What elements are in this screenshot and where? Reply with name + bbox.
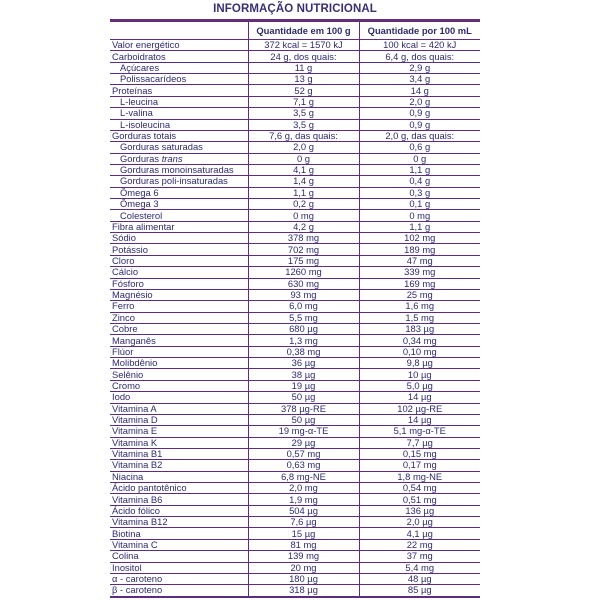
table-row	[110, 40, 480, 51]
value-per-100ml: 5,0 µg	[359, 380, 480, 391]
nutrient-name: Potássio	[110, 244, 248, 255]
value-per-100g: 6,8 mg-NE	[248, 471, 359, 482]
trans-emphasis: trans	[161, 153, 183, 164]
value-per-100g: 0,2 g	[248, 199, 359, 210]
value-per-100ml: 7,7 µg	[359, 437, 480, 448]
nutrient-name: Vitamina K	[110, 437, 248, 448]
nutrient-name: Fibra alimentar	[110, 221, 248, 232]
value-per-100g: 50 µg	[248, 392, 359, 403]
value-per-100ml: 0,17 mg	[359, 460, 480, 471]
nutrient-name: Cloro	[110, 255, 248, 266]
table-row	[110, 539, 480, 550]
table-row	[110, 369, 480, 380]
value-per-100g: 2,0 mg	[248, 483, 359, 494]
value-per-100g: 7,6 µg	[248, 517, 359, 528]
nutrient-name: Cobre	[110, 323, 248, 334]
table-row	[110, 278, 480, 289]
value-per-100g: 372 kcal = 1570 kJ	[248, 40, 359, 51]
value-per-100ml: 0,6 g	[359, 142, 480, 153]
nutrient-name: Vitamina E	[110, 426, 248, 437]
value-per-100g: 38 µg	[248, 369, 359, 380]
table-row	[110, 483, 480, 494]
value-per-100g: 81 mg	[248, 539, 359, 550]
nutrient-name: Açúcares	[110, 62, 248, 73]
value-per-100g: 0,38 mg	[248, 346, 359, 357]
nutrient-name: Vitamina B12	[110, 517, 248, 528]
value-per-100g: 0,63 mg	[248, 460, 359, 471]
value-per-100ml: 10 µg	[359, 369, 480, 380]
value-per-100ml: 22 mg	[359, 539, 480, 550]
value-per-100ml: 9,8 µg	[359, 358, 480, 369]
table-row	[110, 335, 480, 346]
nutrient-name: Carboidratos	[110, 51, 248, 62]
nutrient-name: Gorduras trans	[110, 153, 248, 164]
value-per-100g: 504 µg	[248, 505, 359, 516]
value-per-100ml: 102 mg	[359, 233, 480, 244]
table-row	[110, 460, 480, 471]
table-row	[110, 96, 480, 107]
value-per-100ml: 0,1 g	[359, 199, 480, 210]
value-per-100ml: 4,1 µg	[359, 528, 480, 539]
nutrient-name: Iodo	[110, 392, 248, 403]
value-per-100ml: 2,9 g	[359, 62, 480, 73]
value-per-100g: 180 µg	[248, 573, 359, 584]
header-per-100g: Quantidade em 100 g	[248, 22, 359, 40]
table-row	[110, 414, 480, 425]
value-per-100ml: 0,4 g	[359, 176, 480, 187]
value-per-100ml: 2,0 µg	[359, 517, 480, 528]
nutrient-name: Ácido fólico	[110, 505, 248, 516]
value-per-100g: 1,9 mg	[248, 494, 359, 505]
nutrient-name: Biotina	[110, 528, 248, 539]
table-row	[110, 585, 480, 597]
value-per-100ml: 14 µg	[359, 414, 480, 425]
value-per-100ml: 5,1 mg-α-TE	[359, 426, 480, 437]
table-row	[110, 153, 480, 164]
table-row	[110, 187, 480, 198]
value-per-100ml: 5,4 mg	[359, 562, 480, 573]
value-per-100ml: 169 mg	[359, 278, 480, 289]
value-per-100g: 29 µg	[248, 437, 359, 448]
value-per-100g: 1260 mg	[248, 267, 359, 278]
value-per-100g: 6,0 mg	[248, 301, 359, 312]
value-per-100g: 2,0 g	[248, 142, 359, 153]
nutrient-name: Fósforo	[110, 278, 248, 289]
value-per-100ml: 1,1 g	[359, 221, 480, 232]
header-per-100ml: Quantidade por 100 mL	[359, 22, 480, 40]
table-row	[110, 85, 480, 96]
nutrient-name: Vitamina B6	[110, 494, 248, 505]
table-row	[110, 164, 480, 175]
nutrient-name: Gorduras monoinsaturadas	[110, 164, 248, 175]
nutrient-name: Vitamina B2	[110, 460, 248, 471]
value-per-100g: 3,5 g	[248, 108, 359, 119]
value-per-100g: 20 mg	[248, 562, 359, 573]
value-per-100ml: 0,34 mg	[359, 335, 480, 346]
value-per-100g: 175 mg	[248, 255, 359, 266]
table-row	[110, 573, 480, 584]
table-row	[110, 255, 480, 266]
value-per-100g: 36 µg	[248, 358, 359, 369]
value-per-100g: 19 µg	[248, 380, 359, 391]
nutrient-name: Proteínas	[110, 85, 248, 96]
value-per-100g: 11 g	[248, 62, 359, 73]
nutrient-name: Zinco	[110, 312, 248, 323]
value-per-100g: 0 mg	[248, 210, 359, 221]
value-per-100g: 4,1 g	[248, 164, 359, 175]
value-per-100g: 1,3 mg	[248, 335, 359, 346]
nutrient-name: Vitamina A	[110, 403, 248, 414]
table-row	[110, 301, 480, 312]
nutrient-name: Niacina	[110, 471, 248, 482]
nutrient-name: Molibdênio	[110, 358, 248, 369]
value-per-100g: 378 µg-RE	[248, 403, 359, 414]
table-row	[110, 108, 480, 119]
value-per-100g: 24 g, dos quais:	[248, 51, 359, 62]
value-per-100ml: 189 mg	[359, 244, 480, 255]
value-per-100ml: 0 mg	[359, 210, 480, 221]
value-per-100g: 702 mg	[248, 244, 359, 255]
table-row	[110, 244, 480, 255]
value-per-100g: 680 µg	[248, 323, 359, 334]
value-per-100g: 0,57 mg	[248, 448, 359, 459]
table-row	[110, 437, 480, 448]
value-per-100ml: 0,51 mg	[359, 494, 480, 505]
table-row	[110, 289, 480, 300]
value-per-100g: 13 g	[248, 74, 359, 85]
value-per-100g: 5,5 mg	[248, 312, 359, 323]
nutrition-table	[110, 21, 480, 598]
value-per-100ml: 0 g	[359, 153, 480, 164]
value-per-100ml: 1,6 mg	[359, 301, 480, 312]
table-row	[110, 551, 480, 562]
table-row	[110, 323, 480, 334]
nutrient-name: Ômega 6	[110, 187, 248, 198]
value-per-100g: 15 µg	[248, 528, 359, 539]
nutrient-name: Sódio	[110, 233, 248, 244]
table-row	[110, 119, 480, 130]
table-row	[110, 221, 480, 232]
value-per-100g: 7,6 g, das quais:	[248, 130, 359, 141]
value-per-100g: 0 g	[248, 153, 359, 164]
value-per-100ml: 14 g	[359, 85, 480, 96]
value-per-100ml: 0,9 g	[359, 108, 480, 119]
value-per-100ml: 339 mg	[359, 267, 480, 278]
value-per-100ml: 85 µg	[359, 585, 480, 597]
table-row	[110, 471, 480, 482]
value-per-100ml: 100 kcal = 420 kJ	[359, 40, 480, 51]
nutrient-name: β - caroteno	[110, 585, 248, 597]
value-per-100ml: 183 µg	[359, 323, 480, 334]
nutrient-name: Colina	[110, 551, 248, 562]
nutrient-name: Gorduras poli-insaturadas	[110, 176, 248, 187]
table-header-row	[110, 22, 480, 40]
nutrient-name: α - caroteno	[110, 573, 248, 584]
table-row	[110, 142, 480, 153]
value-per-100g: 52 g	[248, 85, 359, 96]
table-row	[110, 426, 480, 437]
table-row	[110, 380, 480, 391]
nutrient-name: Valor energético	[110, 40, 248, 51]
nutrient-name: Polissacarídeos	[110, 74, 248, 85]
value-per-100ml: 6,4 g, dos quais:	[359, 51, 480, 62]
table-row	[110, 130, 480, 141]
nutrient-name: Inositol	[110, 562, 248, 573]
table-row	[110, 494, 480, 505]
nutrient-name: Cromo	[110, 380, 248, 391]
value-per-100ml: 25 mg	[359, 289, 480, 300]
value-per-100g: 7,1 g	[248, 96, 359, 107]
value-per-100g: 4,2 g	[248, 221, 359, 232]
nutrient-name: Ômega 3	[110, 199, 248, 210]
table-row	[110, 562, 480, 573]
nutrient-name: Cálcio	[110, 267, 248, 278]
value-per-100g: 630 mg	[248, 278, 359, 289]
nutrient-name: Flúor	[110, 346, 248, 357]
table-row	[110, 51, 480, 62]
nutrient-name: Vitamina B1	[110, 448, 248, 459]
table-row	[110, 62, 480, 73]
value-per-100ml: 2,0 g, das quais:	[359, 130, 480, 141]
value-per-100ml: 0,9 g	[359, 119, 480, 130]
value-per-100g: 93 mg	[248, 289, 359, 300]
nutrient-name: L-valina	[110, 108, 248, 119]
value-per-100g: 3,5 g	[248, 119, 359, 130]
value-per-100ml: 1,1 g	[359, 164, 480, 175]
nutrient-name: Vitamina C	[110, 539, 248, 550]
table-row	[110, 403, 480, 414]
table-row	[110, 358, 480, 369]
table-row	[110, 392, 480, 403]
table-row	[110, 517, 480, 528]
nutrient-name: L-leucina	[110, 96, 248, 107]
value-per-100ml: 48 µg	[359, 573, 480, 584]
value-per-100g: 50 µg	[248, 414, 359, 425]
table-row	[110, 199, 480, 210]
table-row	[110, 176, 480, 187]
value-per-100ml: 136 µg	[359, 505, 480, 516]
nutrient-name: Colesterol	[110, 210, 248, 221]
nutrient-name: Gorduras saturadas	[110, 142, 248, 153]
table-row	[110, 346, 480, 357]
value-per-100g: 318 µg	[248, 585, 359, 597]
header-nutrient	[110, 22, 248, 40]
nutrient-name: Selênio	[110, 369, 248, 380]
value-per-100ml: 0,10 mg	[359, 346, 480, 357]
nutrient-name: L-isoleucina	[110, 119, 248, 130]
table-row	[110, 210, 480, 221]
value-per-100ml: 1,5 mg	[359, 312, 480, 323]
table-row	[110, 267, 480, 278]
value-per-100g: 19 mg-α-TE	[248, 426, 359, 437]
value-per-100g: 378 mg	[248, 233, 359, 244]
value-per-100ml: 2,0 g	[359, 96, 480, 107]
value-per-100ml: 0,54 mg	[359, 483, 480, 494]
value-per-100ml: 1,8 mg-NE	[359, 471, 480, 482]
table-row	[110, 74, 480, 85]
table-row	[110, 448, 480, 459]
value-per-100ml: 14 µg	[359, 392, 480, 403]
value-per-100ml: 3,4 g	[359, 74, 480, 85]
nutrient-name: Manganês	[110, 335, 248, 346]
value-per-100ml: 0,15 mg	[359, 448, 480, 459]
value-per-100ml: 37 mg	[359, 551, 480, 562]
nutrient-name: Vitamina D	[110, 414, 248, 425]
nutrient-name: Ácido pantotênico	[110, 483, 248, 494]
value-per-100g: 1,1 g	[248, 187, 359, 198]
value-per-100g: 1,4 g	[248, 176, 359, 187]
nutrient-name: Gorduras totais	[110, 130, 248, 141]
nutrient-name: Magnésio	[110, 289, 248, 300]
table-row	[110, 505, 480, 516]
table-row	[110, 528, 480, 539]
table-row	[110, 312, 480, 323]
table-row	[110, 233, 480, 244]
nutrient-name: Ferro	[110, 301, 248, 312]
value-per-100ml: 0,3 g	[359, 187, 480, 198]
table-title: INFORMAÇÃO NUTRICIONAL	[213, 3, 377, 15]
value-per-100ml: 47 mg	[359, 255, 480, 266]
value-per-100g: 139 mg	[248, 551, 359, 562]
value-per-100ml: 102 µg-RE	[359, 403, 480, 414]
